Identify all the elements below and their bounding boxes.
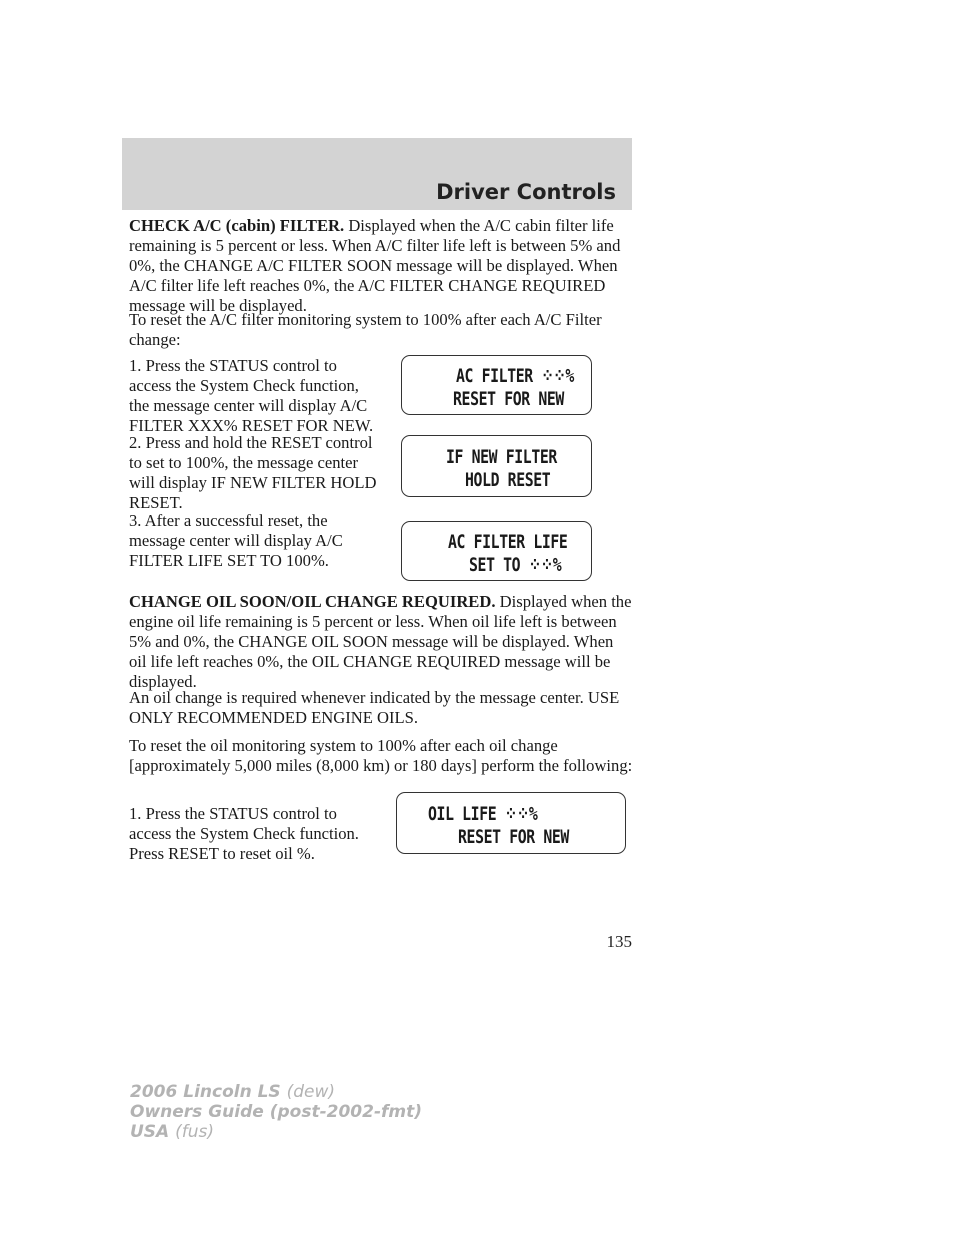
paragraph-ac-reset-intro: To reset the A/C filter monitoring system to 100% after each A/C Filter change: (129, 310, 602, 349)
footer-market: USA (130, 1122, 170, 1142)
heading-oil: CHANGE OIL SOON/OIL CHANGE REQUIRED. (129, 592, 496, 611)
body-oil: Displayed when the engine oil life remaining is 5 percent or less. When oil life left is between 5% and 0%, the CHANGE OIL SOON message will be displayed. When oil life left reaches 0%, the OIL CHANGE REQUIRED message will be displayed. (129, 592, 632, 691)
display-line-1: OIL LIFE ⁘⁘% (428, 803, 538, 825)
paragraph-ac-filter (129, 216, 633, 316)
display-line-1: AC FILTER ⁘⁘% (456, 365, 574, 387)
paragraph-oil (129, 592, 633, 692)
display-line-2: RESET FOR NEW (458, 826, 569, 848)
display-line-1: AC FILTER LIFE (448, 531, 568, 553)
display-if-new-filter (401, 435, 592, 497)
step-ac-2: 2. Press and hold the RESET control to set to 100%, the message center will display IF NEW FILTER HOLD RESET. (129, 433, 377, 512)
paragraph-oil-reset-intro: To reset the oil monitoring system to 100% after each oil change [approximately 5,000 miles (8,000 km) or 180 days] perform the following: (129, 736, 633, 775)
step-ac-1: 1. Press the STATUS control to access the System Check function, the message center will display A/C FILTER XXX% RESET FOR NEW. (129, 356, 374, 435)
footer-vehicle-code: (dew) (286, 1082, 336, 1102)
step-oil-1: 1. Press the STATUS control to access the System Check function. Press RESET to reset oil %. (129, 804, 359, 863)
footer-vehicle: 2006 Lincoln LS (130, 1082, 281, 1102)
display-ac-filter-life (401, 521, 592, 581)
section-title: Driver Controls (436, 180, 616, 204)
heading-ac-filter: CHECK A/C (cabin) FILTER. (129, 216, 345, 235)
footer-line-1 (130, 1082, 422, 1102)
page-number: 135 (606, 932, 632, 951)
display-line-2: SET TO ⁘⁘% (469, 554, 562, 576)
footer-line-2 (130, 1102, 422, 1122)
body-ac-filter: Displayed when the A/C cabin filter life remaining is 5 percent or less. When A/C filter life left is between 5% and 0%, the CHANGE A/C FILTER SOON message will be displayed. When A/C filter life left reaches 0%, the A/C FILTER CHANGE REQUIRED message will be displayed. (129, 216, 621, 315)
display-oil-life (396, 792, 626, 854)
footer-market-code: (fus) (175, 1122, 215, 1142)
display-line-1: IF NEW FILTER (446, 446, 557, 468)
step-ac-3: 3. After a successful reset, the message center will display A/C FILTER LIFE SET TO 100%. (129, 511, 343, 570)
footer-guide: Owners Guide (post-2002-fmt) (130, 1102, 423, 1122)
footer (130, 1082, 422, 1142)
header-band (122, 138, 632, 210)
paragraph-oil-note: An oil change is required whenever indicated by the message center. USE ONLY RECOMMENDED ENGINE OILS. (129, 688, 620, 727)
display-line-2: RESET FOR NEW (453, 388, 564, 410)
display-line-2: HOLD RESET (465, 469, 551, 491)
display-ac-filter-reset (401, 355, 592, 415)
footer-line-3 (130, 1122, 422, 1142)
